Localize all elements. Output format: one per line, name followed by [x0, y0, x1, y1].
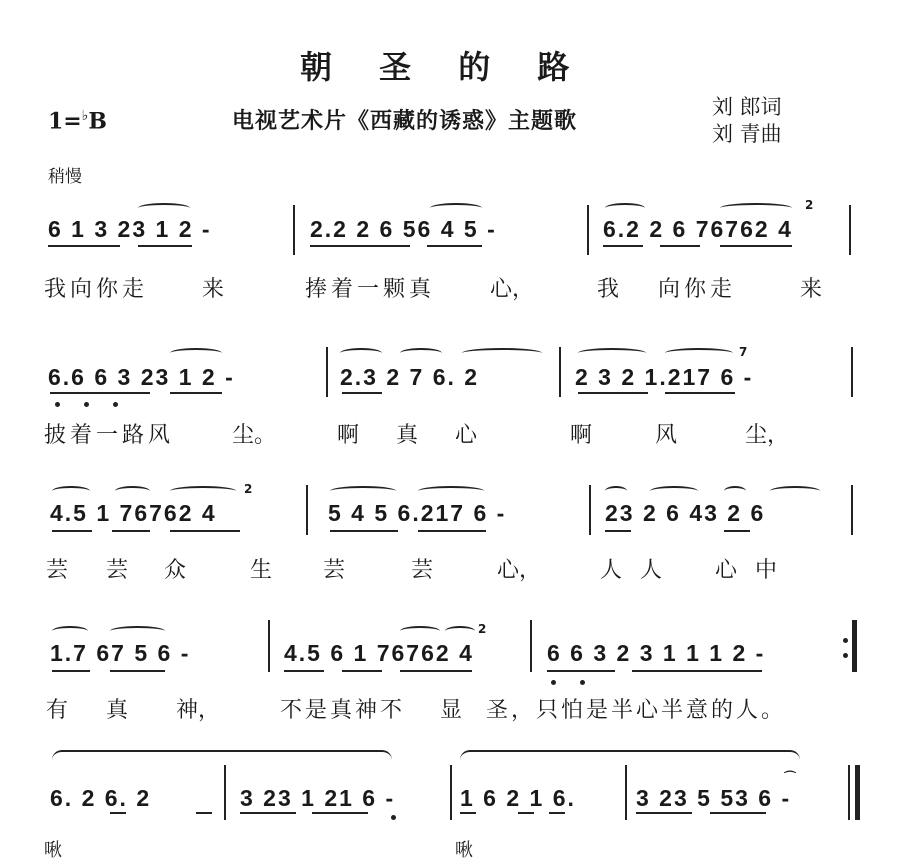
underline — [138, 245, 192, 247]
slur — [115, 486, 150, 496]
measure: 6.2 2 6 76762 4 — [603, 216, 793, 242]
lyric: 向你走 — [658, 277, 737, 302]
underline — [518, 812, 534, 814]
underline — [50, 392, 150, 394]
barline — [587, 205, 589, 255]
underline — [460, 812, 476, 814]
measure: 2.2 2 6 56 4 5 - — [310, 216, 497, 242]
repeat-dot — [843, 638, 848, 643]
lyric: 芸 — [323, 558, 346, 583]
composer-credit: 刘 青曲 — [712, 122, 782, 146]
lyric: 啾 — [44, 840, 62, 861]
slur — [605, 486, 627, 496]
barline — [848, 765, 850, 820]
lyric: 神， — [176, 698, 221, 723]
credits — [712, 94, 782, 148]
barline — [851, 347, 853, 397]
underline — [52, 670, 90, 672]
lyricist-credit: 刘 郎词 — [712, 95, 782, 119]
grace-note: 2 — [244, 482, 253, 496]
barline — [450, 765, 452, 820]
underline — [342, 670, 382, 672]
measure: 5 4 5 6.217 6 - — [328, 500, 507, 526]
slur — [170, 486, 236, 496]
lyric: 真 — [396, 423, 419, 448]
underline — [110, 812, 126, 814]
lyric: 不是真神不 — [280, 698, 406, 723]
lyric: 心中 — [715, 558, 796, 583]
slur — [462, 348, 542, 358]
measure: 6. 2 6. 2 — [50, 785, 152, 811]
low-octave-dot — [551, 680, 556, 685]
lyric: 尘， — [745, 423, 790, 448]
barline — [530, 620, 532, 672]
measure: 2.3 2 7 6. 2 — [340, 364, 480, 390]
slur — [52, 750, 392, 760]
low-octave-dot — [113, 402, 118, 407]
lyric: 众 — [164, 558, 187, 583]
measure: 3 23 5 53 6 - — [636, 785, 792, 811]
lyric: 我 — [597, 277, 620, 302]
tempo-marking: 稍慢 — [48, 167, 82, 187]
slur — [418, 486, 484, 496]
lyric: 心 — [455, 423, 478, 448]
underline — [710, 812, 766, 814]
repeat-end-barline — [852, 620, 857, 672]
underline — [605, 530, 631, 532]
underline — [427, 245, 482, 247]
lyric: 心， — [497, 558, 542, 583]
measure: 2 3 2 1.217 6 - — [575, 364, 754, 390]
lyric: 真 — [106, 698, 129, 723]
barline — [224, 765, 226, 820]
underline — [418, 530, 486, 532]
barline — [851, 485, 853, 535]
lyric: 芸 — [46, 558, 69, 583]
barline — [589, 485, 591, 535]
slur — [605, 203, 645, 213]
lyric: 来 — [202, 277, 225, 302]
slur — [400, 348, 442, 358]
underline — [240, 812, 296, 814]
lyric: 来 — [800, 277, 823, 302]
slur — [330, 486, 396, 496]
underline — [578, 392, 648, 394]
barline — [326, 347, 328, 397]
underline — [400, 670, 472, 672]
underline — [342, 392, 382, 394]
final-barline — [855, 765, 860, 820]
grace-note: 7 — [739, 345, 748, 359]
measure: 6 6 3 2 3 1 1 1 2 - — [547, 640, 766, 666]
measure: 6 1 3 23 1 2 - — [48, 216, 212, 242]
underline — [330, 530, 398, 532]
lyric: 显 — [440, 698, 463, 723]
lyric: 人人 — [600, 558, 681, 583]
lyric: 啊 — [337, 423, 360, 448]
slur — [52, 486, 90, 496]
barline — [306, 485, 308, 535]
underline — [170, 530, 240, 532]
underline — [720, 245, 792, 247]
underline — [549, 812, 565, 814]
measure: 1 6 2 1 6. — [460, 785, 576, 811]
lyric: 尘。 — [232, 423, 277, 448]
song-title: 朝 圣 的 路 — [300, 48, 588, 86]
slur — [578, 348, 646, 358]
lyric: 芸 — [411, 558, 434, 583]
grace-note: 2 — [478, 622, 487, 636]
key-signature — [48, 108, 107, 134]
underline — [632, 670, 762, 672]
low-octave-dot — [580, 680, 585, 685]
underline — [112, 530, 150, 532]
barline — [625, 765, 627, 820]
lyric: 有 — [46, 698, 69, 723]
measure: 4.5 1 76762 4 — [50, 500, 217, 526]
underline — [660, 245, 700, 247]
slur — [52, 626, 88, 636]
slur — [665, 348, 733, 358]
slur — [170, 348, 222, 358]
lyric: 风 — [655, 423, 678, 448]
underline — [547, 670, 615, 672]
slur — [138, 203, 190, 213]
slur — [460, 750, 800, 760]
underline — [170, 392, 222, 394]
flat-sign: ♭ — [81, 108, 89, 124]
lyric: 芸 — [106, 558, 129, 583]
key-prefix: 1= — [48, 108, 82, 135]
key-note: B — [88, 108, 107, 135]
measure: 3 23 1 21 6 - — [240, 785, 396, 811]
slur — [445, 626, 475, 636]
subtitle: 电视艺术片《西藏的诱惑》主题歌 — [232, 108, 578, 134]
underline — [310, 245, 410, 247]
underline — [48, 245, 120, 247]
low-octave-dot — [84, 402, 89, 407]
fermata-icon: ⌒ — [784, 770, 797, 784]
underline — [312, 812, 368, 814]
slur — [724, 486, 746, 496]
lyric: 捧着一颗真 — [305, 277, 436, 302]
slur — [430, 203, 482, 213]
underline — [52, 530, 92, 532]
lyric: 我向你走 — [44, 277, 149, 302]
underline — [284, 670, 324, 672]
barline — [268, 620, 270, 672]
lyric: 心， — [490, 277, 535, 302]
underline — [665, 392, 735, 394]
lyric: 啊 — [570, 423, 593, 448]
measure: 23 2 6 43 2 6 — [605, 500, 766, 526]
barline — [293, 205, 295, 255]
barline — [559, 347, 561, 397]
lyric: 生 — [250, 558, 273, 583]
grace-note: 2 — [805, 198, 814, 212]
underline — [724, 530, 750, 532]
measure: 4.5 6 1 76762 4 — [284, 640, 474, 666]
low-octave-dot — [391, 815, 396, 820]
slur — [650, 486, 698, 496]
slur — [400, 626, 440, 636]
underline — [636, 812, 692, 814]
repeat-dot — [843, 653, 848, 658]
slur — [340, 348, 382, 358]
slur — [110, 626, 165, 636]
lyric: 啾 — [455, 840, 473, 861]
underline — [603, 245, 643, 247]
barline — [849, 205, 851, 255]
low-octave-dot — [55, 402, 60, 407]
lyric: 披着一路风 — [44, 423, 175, 448]
slur — [720, 203, 792, 213]
measure: 1.7 67 5 6 - — [50, 640, 191, 666]
slur — [770, 486, 820, 496]
underline — [110, 670, 165, 672]
lyric: 圣，只怕是半心半意的人。 — [486, 698, 787, 723]
underline — [196, 812, 212, 814]
measure: 6.6 6 3 23 1 2 - — [48, 364, 235, 390]
